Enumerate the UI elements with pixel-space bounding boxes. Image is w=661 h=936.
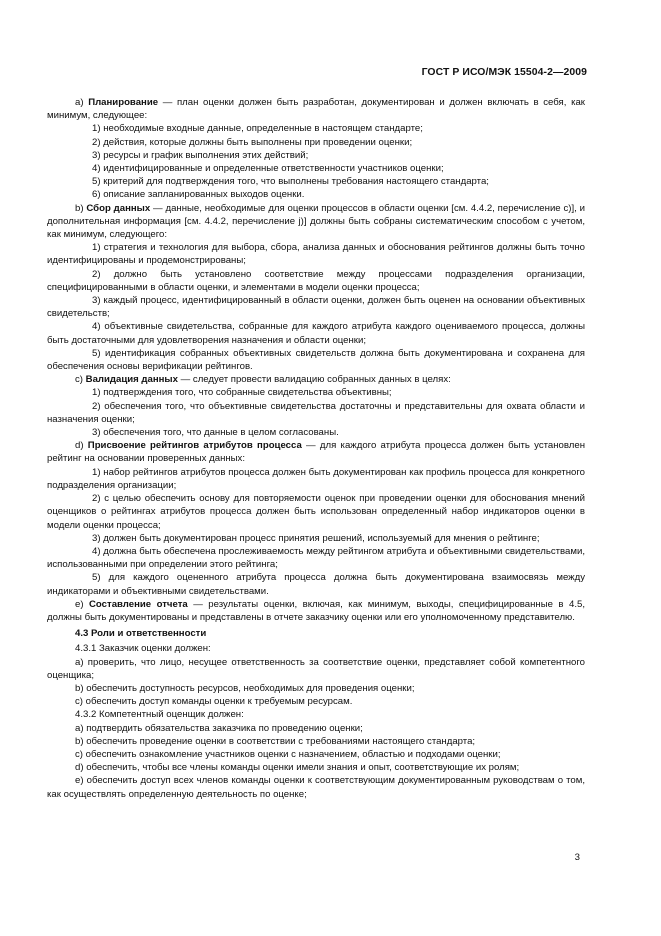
item-marker: c) [75, 374, 83, 386]
item-marker: a) [75, 97, 84, 108]
item-term: Присвоение рейтингов атрибутов процесса [87, 440, 302, 452]
subitem: 3) каждый процесс, идентифицированный в области оценки, должен быть оценен на основании объективных свидетельств; [47, 295, 585, 320]
subitem: 4) идентифицированные и определенные ответственности участников оценки; [92, 163, 444, 175]
subitem: 4) должна быть обеспечена прослеживаемость между рейтингом атрибута и объективными свидетельствами, использованными при определении этого рейтинга; [47, 545, 585, 571]
subitem: 3) должен быть документирован процесс принятия решений, используемый для мнения о рейтинге; [92, 532, 540, 544]
list-item: b) обеспечить проведение оценки в соответствии с требованиями настоящего стандарта; [75, 735, 476, 747]
subitem: 2) действия, которые должны быть выполнены при проведении оценки; [92, 136, 413, 148]
item-marker: d) [75, 440, 84, 452]
item-text: — план оценки должен быть разработан, документирован и должен включать в себя, как минимум, следующее: [47, 97, 586, 122]
item-e [47, 598, 585, 624]
item-text: — следует провести валидацию собранных данных в целях: [177, 374, 451, 386]
list-item: c) обеспечить ознакомление участников оценки с назначением, областью и подходами оценки; [75, 748, 501, 760]
item-a [47, 96, 585, 122]
list-item: b) обеспечить доступность ресурсов, необходимых для проведения оценки; [75, 682, 415, 694]
subitem: 1) стратегия и технология для выбора, сбора, анализа данных и обоснования рейтингов должны быть точно идентифицированы и продемонстрированы; [47, 242, 585, 267]
item-term: Составление отчета [89, 598, 188, 610]
subitem: 2) с целью обеспечить основу для повторяемости оценок при проведении оценки для обоснования мнений оценщиков о рейтингах атрибутов процесса должен быть использован определенный набор индикаторов оценки в модели оценки процесса; [47, 493, 585, 531]
subitem: 5) идентификация собранных объективных свидетельств должна быть документирована и сохранена для обеспечения основы верификации рейтингов. [47, 347, 585, 373]
section-heading: 4.3 Роли и ответственности [75, 628, 207, 640]
subitem: 1) подтверждения того, что собранные свидетельства объективны; [92, 387, 392, 399]
item-text: — для каждого атрибута процесса должен быть установлен рейтинг на основании проверенных данных: [47, 440, 586, 465]
list-item: d) обеспечить, чтобы все члены команды оценки имели знания и опыт, соответствующие их ролям; [75, 762, 520, 774]
item-term: Сбор данных [86, 202, 151, 214]
item-d [47, 439, 585, 465]
list-item: c) обеспечить доступ команды оценки к требуемым ресурсам. [75, 696, 353, 708]
list-item: e) обеспечить доступ всех членов команды оценки к соответствующим документированным руководствам о том, как осуществлять определенную деятельность по оценке; [47, 775, 585, 800]
subitem: 2) обеспечения того, что объективные свидетельства достаточны и представительны для охвата области и назначения оценки; [47, 400, 585, 425]
page-content [47, 96, 585, 801]
item-marker: e) [75, 598, 84, 610]
item-term: Валидация данных [85, 374, 178, 386]
subitem: 2) должно быть установлено соответствие между процессами подразделения организации, специфицированными в области оценки, и элементами в модели оценки процесса; [47, 268, 585, 293]
subitem: 5) критерий для подтверждения того, что выполнены требования настоящего стандарта; [92, 176, 489, 188]
document-header: ГОСТ Р ИСО/МЭК 15504-2—2009 [421, 67, 587, 78]
list-item: a) проверить, что лицо, несущее ответственность за соответствие оценки, представляет собой компетентного оценщика; [47, 656, 585, 681]
page-number: 3 [574, 852, 580, 863]
item-term: Планирование [88, 97, 159, 108]
list-item: a) подтвердить обязательства заказчика по проведению оценки; [75, 722, 363, 734]
item-text: — результаты оценки, включая, как минимум, выходы, специфицированные в 4.5, должны быть документированы и представлены в отчете заказчику оценки или его уполномоченному представителю. [47, 598, 585, 623]
subitem: 1) необходимые входные данные, определенные в настоящем стандарте; [92, 123, 423, 135]
item-b [47, 202, 585, 242]
subitem: 5) для каждого оцененного атрибута процесса должна быть документирована взаимосвязь между индикаторами и объективными свидетельствами. [47, 572, 585, 597]
subitem: 1) набор рейтингов атрибутов процесса должен быть документирован как профиль процесса для конкретного подразделения организации; [47, 466, 585, 491]
subsection-title: 4.3.2 Компетентный оценщик должен: [75, 709, 244, 721]
subitem: 6) описание запланированных выходов оценки. [92, 189, 305, 201]
item-text: — данные, необходимые для оценки процессов в области оценки [см. 4.4.2, перечисление с)], и дополнительная информация [см. 4.4.2, перечисление j)] должны быть собраны систематическим способом с учетом, как минимум, следующего: [47, 202, 585, 241]
subitem: 3) ресурсы и график выполнения этих действий; [92, 149, 309, 161]
item-c [47, 373, 585, 386]
subsection-title: 4.3.1 Заказчик оценки должен: [75, 643, 211, 655]
subitem: 4) объективные свидетельства, собранные для каждого атрибута каждого оцениваемого процесса, должны быть достаточными для удовлетворения назначения и области оценки; [47, 321, 585, 346]
subitem: 3) обеспечения того, что данные в целом согласованы. [92, 427, 339, 439]
item-marker: b) [75, 202, 84, 214]
